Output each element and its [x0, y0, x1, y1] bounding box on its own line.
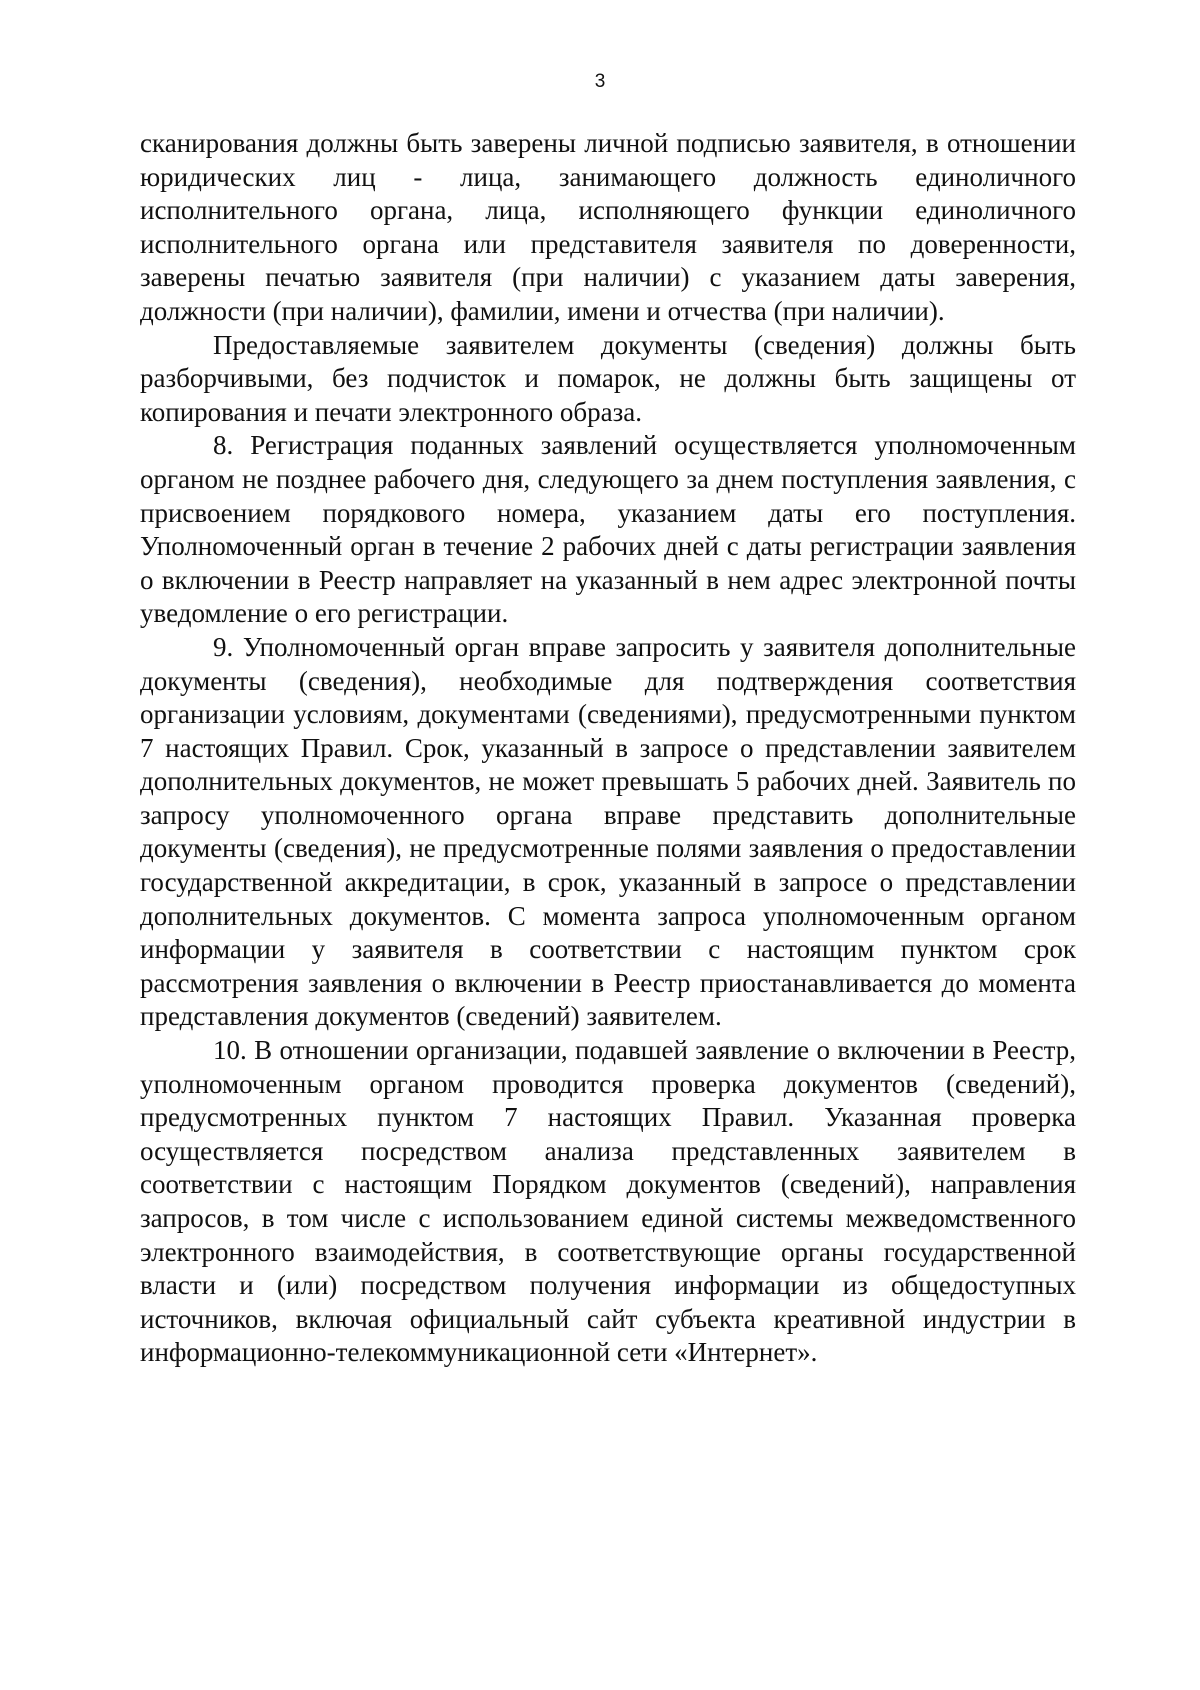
page-number: 3: [594, 71, 606, 92]
paragraph-item-10: 10. В отношении организации, подавшей заявление о включении в Реестр, уполномоченным органом проводится проверка документов (сведений), предусмотренных пунктом 7 настоящих Правил. Указанная проверка осуществляется посредством анализа представленных заявителем в соответствии с настоящим Порядком документов (сведений), направления запросов, в том числе с использованием единой системы межведомственного электронного взаимодействия, в соответствующие органы государственной власти и (или) посредством получения информации из общедоступных источников, включая официальный сайт субъекта креативной индустрии в информационно-телекоммуникационной сети «Интернет».: [140, 1035, 1076, 1368]
paragraph-item-8: 8. Регистрация поданных заявлений осуществляется уполномоченным органом не позднее рабочего дня, следующего за днем поступления заявления, с присвоением порядкового номера, указанием даты его поступления. Уполномоченный орган в течение 2 рабочих дней с даты регистрации заявления о включении в Реестр направляет на указанный в нем адрес электронной почты уведомление о его регистрации.: [140, 430, 1076, 629]
paragraph-requirements: Предоставляемые заявителем документы (сведения) должны быть разборчивыми, без подчисток и помарок, не должны быть защищены от копирования и печати электронного образа.: [140, 329, 1076, 427]
paragraph-item-9: 9. Уполномоченный орган вправе запросить у заявителя дополнительные документы (сведения), необходимые для подтверждения соответствия организации условиям, документами (сведениями), предусмотренными пунктом 7 настоящих Правил. Срок, указанный в запросе о представлении заявителем дополнительных документов, не может превышать 5 рабочих дней. Заявитель по запросу уполномоченного органа вправе представить дополнительные документы (сведения), не предусмотренные полями заявления о предоставлении государственной аккредитации, в срок, указанный в запросе о представлении дополнительных документов. С момента запроса уполномоченным органом информации у заявителя в соответствии с настоящим пунктом срок рассмотрения заявления о включении в Реестр приостанавливается до момента представления документов (сведений) заявителем.: [140, 631, 1076, 1032]
paragraph-continuation: сканирования должны быть заверены личной подписью заявителя, в отношении юридических лиц - лица, занимающего должность единоличного исполнительного органа, лица, исполняющего функции единоличного исполнительного органа или представителя заявителя по доверенности, заверены печатью заявителя (при наличии) с указанием даты заверения, должности (при наличии), фамилии, имени и отчества (при наличии).: [140, 128, 1076, 326]
document-body: [140, 127, 1076, 1370]
